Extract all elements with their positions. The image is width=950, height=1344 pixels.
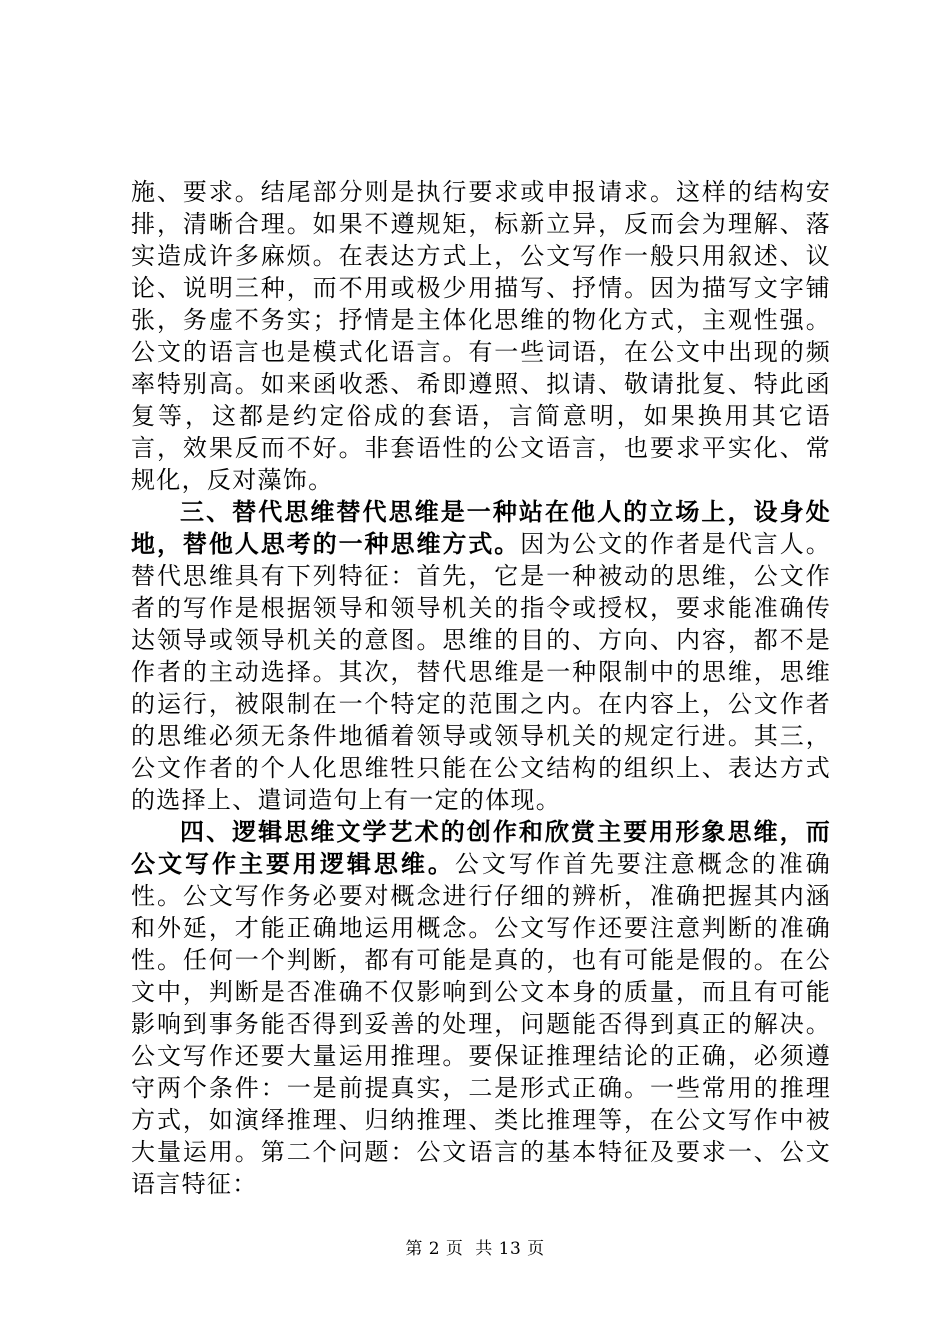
page-footer: [0, 1238, 950, 1260]
document-body: [131, 176, 831, 1200]
section-heading-three: 三、替代思维替代思维是一种站在他人的立场上，设身处地，替他人思考的一种思维方式。: [131, 497, 831, 558]
paragraph-substitute-thinking: [131, 496, 831, 816]
paragraph-body: 公文写作首先要注意概念的准确性。公文写作务必要对概念进行仔细的辨析，准确把握其内涵和外延，才能正确地运用概念。公文写作还要注意判断的准确性。任何一个判断，都有可能是真的，也有可能是假的。在公文中，判断是否准确不仅影响到公文本身的质量，而且有可能影响到事务能否得到妥善的处理，问题能否得到真正的解决。公文写作还要大量运用推理。要保证推理结论的正确，必须遵守两个条件：一是前提真实，二是形式正确。一些常用的推理方式，如演绎推理、归纳推理、类比推理等，在公文写作中被大量运用。第二个问题：公文语言的基本特征及要求一、公文语言特征：: [131, 850, 831, 1198]
section-heading-four: 四、逻辑思维文学艺术的创作和欣赏主要用形象思维，而公文写作主要用逻辑思维。: [131, 817, 831, 878]
paragraph-continuation: 施、要求。结尾部分则是执行要求或申报请求。这样的结构安排，清晰合理。如果不遵规矩，标新立异，反而会为理解、落实造成许多麻烦。在表达方式上，公文写作一般只用叙述、议论、说明三种，而不用或极少用描写、抒情。因为描写文字铺张，务虚不务实；抒情是主体化思维的物化方式，主观性强。公文的语言也是模式化语言。有一些词语，在公文中出现的频率特别高。如来函收悉、希即遵照、拟请、敬请批复、特此函复等，这都是约定俗成的套语，言简意明，如果换用其它语言，效果反而不好。非套语性的公文语言，也要求平实化、常规化，反对藻饰。: [131, 178, 831, 494]
page-number: 第 2 页 共 13 页: [405, 1239, 545, 1259]
paragraph-logical-thinking: [131, 816, 831, 1200]
paragraph-body: 因为公文的作者是代言人。替代思维具有下列特征：首先，它是一种被动的思维，公文作者的写作是根据领导和领导机关的指令或授权，要求能准确传达领导或领导机关的意图。思维的目的、方向、内容，都不是作者的主动选择。其次，替代思维是一种限制中的思维，思维的运行，被限制在一个特定的范围之内。在内容上，公文作者的思维必须无条件地循着领导或领导机关的规定行进。其三，公文作者的个人化思维牲只能在公文结构的组织上、表达方式的选择上、遣词造句上有一定的体现。: [131, 530, 831, 814]
